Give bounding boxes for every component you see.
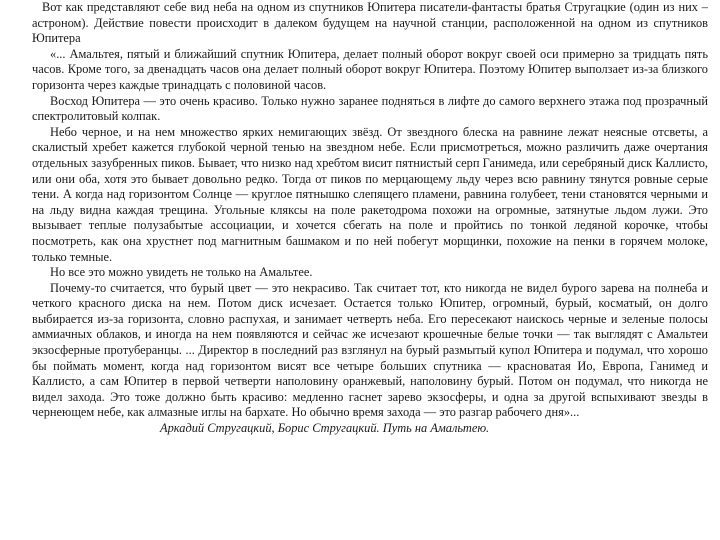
paragraph-brown-color: Почему-то считается, что бурый цвет — это некрасиво. Так считает тот, кто никогда не видел бурого зарева на полнеба и четкого красного диска на нем. Потом диск исчезает. Остается только Юпитер, огромный, бурый, косматый, он долго выбирается из-за горизонта, словно распухая, и занимает четверть неба. Его пересекают наискось черные и зеленые полосы аммиачных облаков, и иногда на нем появляются и сейчас же исчезают крошечные белые точки — так выглядят с Амальтеи экзосферные протуберанцы. ... Директор в последний раз взглянул на бурый размытый купол Юпитера и подумал, что хорошо бы поймать момент, когда над горизонтом висят все четыре больших спутника — красноватая Ио, Европа, Ганимед и Каллисто, а сам Юпитер в первой четверти наполовину оранжевый, наполовину бурый. Потом он подумал, что никогда не видел захода. Это тоже должно быть красиво: медленно гаснет зарево экзосферы, и одна за другой вспыхивают звезды в чернеющем небе, как алмазные иглы на бархате. Но обычно время захода — это разгар рабочего дня»... <box>32 280 708 420</box>
document-page <box>32 0 708 437</box>
paragraph-not-only-amalthea: Но все это можно увидеть не только на Амальтее. <box>50 265 313 280</box>
paragraph-jupiter-rise: Восход Юпитера — это очень красиво. Только нужно заранее подняться в лифте до самого верхнего этажа под прозрачный спектролитовый колпак. <box>32 93 708 124</box>
signature-line: Аркадий Стругацкий, Борис Стругацкий. Путь на Амальтею. <box>160 421 490 436</box>
paragraph-intro: Вот как представляют себе вид неба на одном из спутников Юпитера писатели-фантасты братья Стругацкие (один из них – астроном). Действие повести происходит в далеком будущем на научной станции, расположенной на одном из спутников Юпитера <box>32 0 708 46</box>
paragraph-amalthea-rotation: «... Амальтея, пятый и ближайший спутник Юпитера, делает полный оборот вокруг своей оси примерно за тридцать пять часов. Кроме того, за двенадцать часов она делает полный оборот вокруг Юпитера. Поэтому Юпитер выползает из-за близкого горизонта через каждые тринадцать с половиной часов. <box>32 46 708 92</box>
paragraph-black-sky: Небо черное, и на нем множество ярких немигающих звёзд. От звездного блеска на равнине лежат неясные отсветы, а скалистый хребет кажется глубокой черной тенью на звездном небе. Если присмотреться, можно различить даже очертания отдельных зазубренных пиков. Бывает, что низко над хребтом висит пятнистый серп Ганимеда, или серебряный диск Каллисто, или они оба, хотя это бывает довольно редко. Тогда от пиков по мерцающему льду через всю равнину тянутся ровные серые тени. А когда над горизонтом Солнце — круглое пятнышко слепящего пламени, равнина голубеет, тени становятся черными и на льду видна каждая трещина. Угольные кляксы на поле ракетодрома похожи на огромные, затянутые льдом лужи. Это вызывает теплые полузабытые ассоциации, и хочется сбегать на поле и пройтись по тонкой ледяной корочке, чтобы посмотреть, как она хрустнет под магнитным башмаком и по ней побегут морщинки, похожие на пенки в горячем молоке, только темные. <box>32 124 708 264</box>
